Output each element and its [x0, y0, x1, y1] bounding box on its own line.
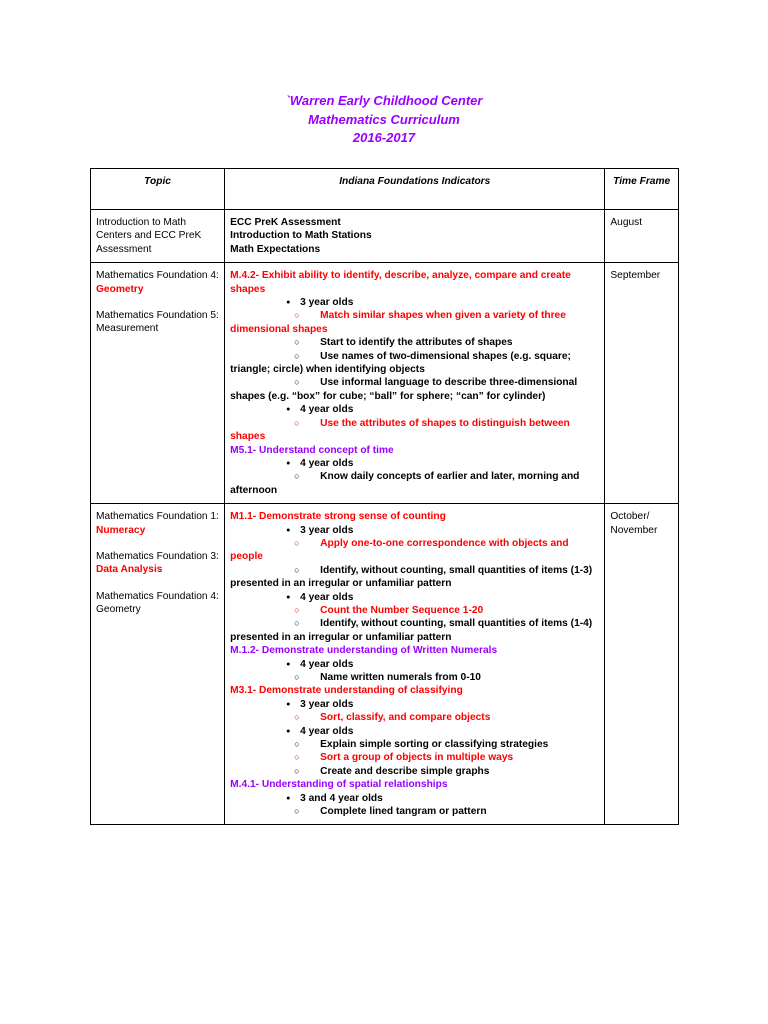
row3-topic-foundation: Mathematics Foundation 1:	[96, 511, 219, 523]
header-time-frame: Time Frame	[605, 169, 679, 210]
standard-heading: M.1.2- Demonstrate understanding of Written Numerals	[230, 645, 498, 657]
table-header-row	[91, 169, 679, 210]
row2-topic-foundation: Mathematics Foundation 4:	[96, 270, 219, 282]
age-group: ● 4 year olds	[230, 658, 599, 671]
row2-indicators	[225, 263, 605, 504]
table-row	[91, 504, 679, 825]
row3-time: October/ November	[605, 504, 679, 825]
indicator-item: ○ Use informal language to describe three-dimensional shapes (e.g. “box” for cube; “ball” for sphere; “can” for cylinder)	[230, 377, 578, 402]
standard-heading: M.4.2- Exhibit ability to identify, describe, analyze, compare and create shapes	[230, 270, 571, 295]
table-row	[91, 263, 679, 504]
indicator-item: ○ Apply one-to-one correspondence with objects and people	[230, 537, 569, 563]
row1-indicators	[225, 210, 605, 263]
row1-line: Introduction to Math Stations	[230, 230, 372, 242]
indicator-item: ○ Use the attributes of shapes to distinguish between shapes	[230, 417, 570, 443]
indicator-item: ○ Match similar shapes when given a variety of three dimensional shapes	[230, 310, 566, 335]
row1-topic: Introduction to Math Centers and ECC PreK Assessment	[91, 210, 225, 263]
indicator-item: ○ Sort, classify, and compare objects	[294, 712, 491, 724]
indicator-item: ○ Create and describe simple graphs	[294, 765, 490, 777]
row1-line: ECC PreK Assessment	[230, 217, 341, 228]
curriculum-table	[90, 168, 679, 825]
header-indicators: Indiana Foundations Indicators	[225, 169, 605, 210]
indicator-item: ○ Know daily concepts of earlier and later, morning and afternoon	[230, 471, 580, 496]
indicator-item: ○ Count the Number Sequence 1-20	[294, 604, 484, 616]
age-group: ● 4 year olds	[230, 457, 599, 470]
standard-heading: M1.1- Demonstrate strong sense of counting	[230, 511, 446, 523]
document-header	[0, 92, 768, 148]
header-topic: Topic	[91, 169, 225, 210]
row1-time: August	[605, 210, 679, 263]
standard-heading: M.4.1- Understanding of spatial relationships	[230, 779, 448, 791]
indicator-item: ○ Complete lined tangram or pattern	[294, 806, 487, 818]
row2-topic-measurement: Mathematics Foundation 5: Measurement	[96, 310, 219, 335]
row2-time: September	[605, 263, 679, 504]
row3-topic-geometry: Mathematics Foundation 4: Geometry	[96, 590, 219, 616]
indicator-item: ○ Explain simple sorting or classifying strategies	[294, 739, 549, 751]
row3-topic-data-analysis: Data Analysis	[96, 564, 163, 576]
standard-heading: M5.1- Understand concept of time	[230, 444, 394, 456]
age-group: ● 3 year olds	[230, 698, 599, 711]
header-school-year: 2016-2017	[352, 130, 416, 145]
indicator-item: ○ Identify, without counting, small quantities of items (1-4) presented in an irregular or unfamiliar pattern	[230, 618, 593, 643]
age-group: ● 3 year olds	[230, 296, 599, 309]
row3-topic	[91, 504, 225, 825]
indicator-item: ○ Start to identify the attributes of shapes	[294, 337, 513, 349]
age-group: ● 3 and 4 year olds	[230, 792, 599, 805]
table-row	[91, 210, 679, 263]
indicator-item: ○ Identify, without counting, small quantities of items (1-3) presented in an irregular or unfamiliar pattern	[230, 564, 593, 590]
age-group: ● 4 year olds	[230, 591, 599, 604]
row1-line: Math Expectations	[230, 243, 321, 255]
header-center-name: `Warren Early Childhood Center	[285, 93, 483, 108]
age-group: ● 3 year olds	[230, 524, 599, 537]
indicator-item: ○ Name written numerals from 0-10	[294, 672, 481, 683]
row3-indicators	[225, 504, 605, 825]
indicator-item: ○ Sort a group of objects in multiple ways	[294, 752, 514, 764]
indicator-item: ○ Use names of two-dimensional shapes (e.g. square; triangle; circle) when identifying objects	[230, 350, 571, 376]
age-group: ● 4 year olds	[230, 725, 599, 738]
row3-topic-numeracy: Numeracy	[96, 524, 146, 536]
row3-topic-foundation: Mathematics Foundation 3:	[96, 550, 219, 562]
row2-topic	[91, 263, 225, 504]
age-group: ● 4 year olds	[230, 403, 599, 416]
header-curriculum-title: Mathematics Curriculum	[308, 111, 460, 127]
standard-heading: M3.1- Demonstrate understanding of classifying	[230, 685, 463, 697]
row2-topic-geometry: Geometry	[96, 283, 144, 295]
